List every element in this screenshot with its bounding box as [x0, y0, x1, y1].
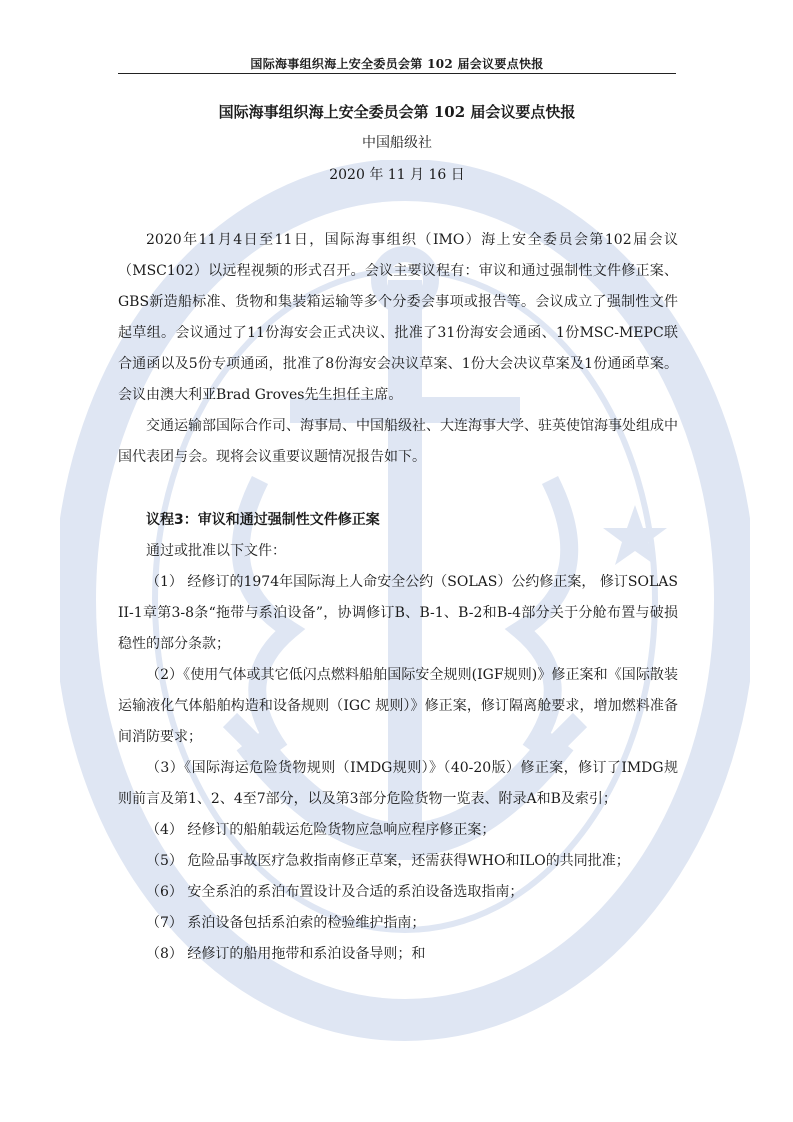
- item-number: （2）: [146, 667, 184, 683]
- list-item: [118, 908, 678, 939]
- item-number: （1）: [146, 574, 183, 590]
- list-item: [118, 877, 678, 908]
- item-text: 《使用气体或其它低闪点燃料船舶国际安全规则(IGF规则)》修正案和《国际散装运输液化气体船舶构造和设备规则（IGC 规则）》修正案，修订隔离舱要求，增加燃料准备间消防要求；: [118, 667, 678, 745]
- running-header: 国际海事组织海上安全委员会第 102 届会议要点快报: [250, 57, 544, 71]
- item-number: （3）: [146, 760, 185, 776]
- item-number: （6）: [146, 884, 183, 900]
- list-item: [118, 815, 678, 846]
- item-text: 《国际海运危险货物规则（IMDG规则）》（40-20版）修正案，修订了IMDG规则前言及第1、2、4至7部分，以及第3部分危险货物一览表、附录A和B及索引；: [118, 760, 678, 807]
- item-text: 系泊设备包括系泊索的检验维护指南；: [182, 915, 426, 931]
- intro-section: [118, 225, 678, 473]
- item-text: 安全系泊的系泊布置设计及合适的系泊设备选取指南；: [182, 884, 524, 900]
- item-number: （5）: [146, 853, 183, 869]
- list-item: [118, 567, 678, 660]
- item-text: 危险品事故医疗急救指南修正草案，还需获得WHO和ILO的共同批准；: [182, 853, 630, 869]
- intro-paragraph: 交通运输部国际合作司、海事局、中国船级社、大连海事大学、驻英使馆海事处组成中国代表团与会。现将会议重要议题情况报告如下。: [118, 418, 678, 465]
- item-number: （8）: [146, 946, 183, 962]
- agenda-heading: 议程3：审议和通过强制性文件修正案: [146, 512, 380, 528]
- agenda-lead: 通过或批准以下文件：: [146, 543, 286, 559]
- list-item: [118, 939, 678, 970]
- report-date: 2020 年 11 月 16 日: [329, 167, 465, 183]
- item-text: 经修订的1974年国际海上人命安全公约（SOLAS）公约修正案， 修订SOLAS II-1章第3-8条“拖带与系泊设备”，协调修订B、B-1、B-2和B-4部分关于分舱布置与破损稳性的部分条款；: [118, 574, 678, 652]
- list-item: [118, 660, 678, 753]
- item-text: 经修订的船舶载运危险货物应急响应程序修正案；: [182, 822, 496, 838]
- item-number: （7）: [146, 915, 183, 931]
- page-title: 国际海事组织海上安全委员会第 102 届会议要点快报: [218, 103, 576, 121]
- list-item: [118, 846, 678, 877]
- intro-paragraph: 2020年11月4日至11日，国际海事组织（IMO）海上安全委员会第102届会议（MSC102）以远程视频的形式召开。会议主要议程有：审议和通过强制性文件修正案、GBS新造船标准、货物和集装箱运输等多个分委会事项或报告等。会议成立了强制性文件起草组。会议通过了11份海安会正式决议、批准了31份海安会通函、1份MSC-MEPC联合通函以及5份专项通函，批准了8份海安会决议草案、1份大会决议草案及1份通函草案。会议由澳大利亚Brad Groves先生担任主席。: [118, 232, 678, 403]
- agenda-3-section: [118, 505, 678, 970]
- organization-name: 中国船级社: [362, 135, 432, 151]
- item-number: （4）: [146, 822, 183, 838]
- list-item: [118, 753, 678, 815]
- item-text: 经修订的船用拖带和系泊设备导则；和: [182, 946, 426, 962]
- header-divider: [118, 73, 676, 74]
